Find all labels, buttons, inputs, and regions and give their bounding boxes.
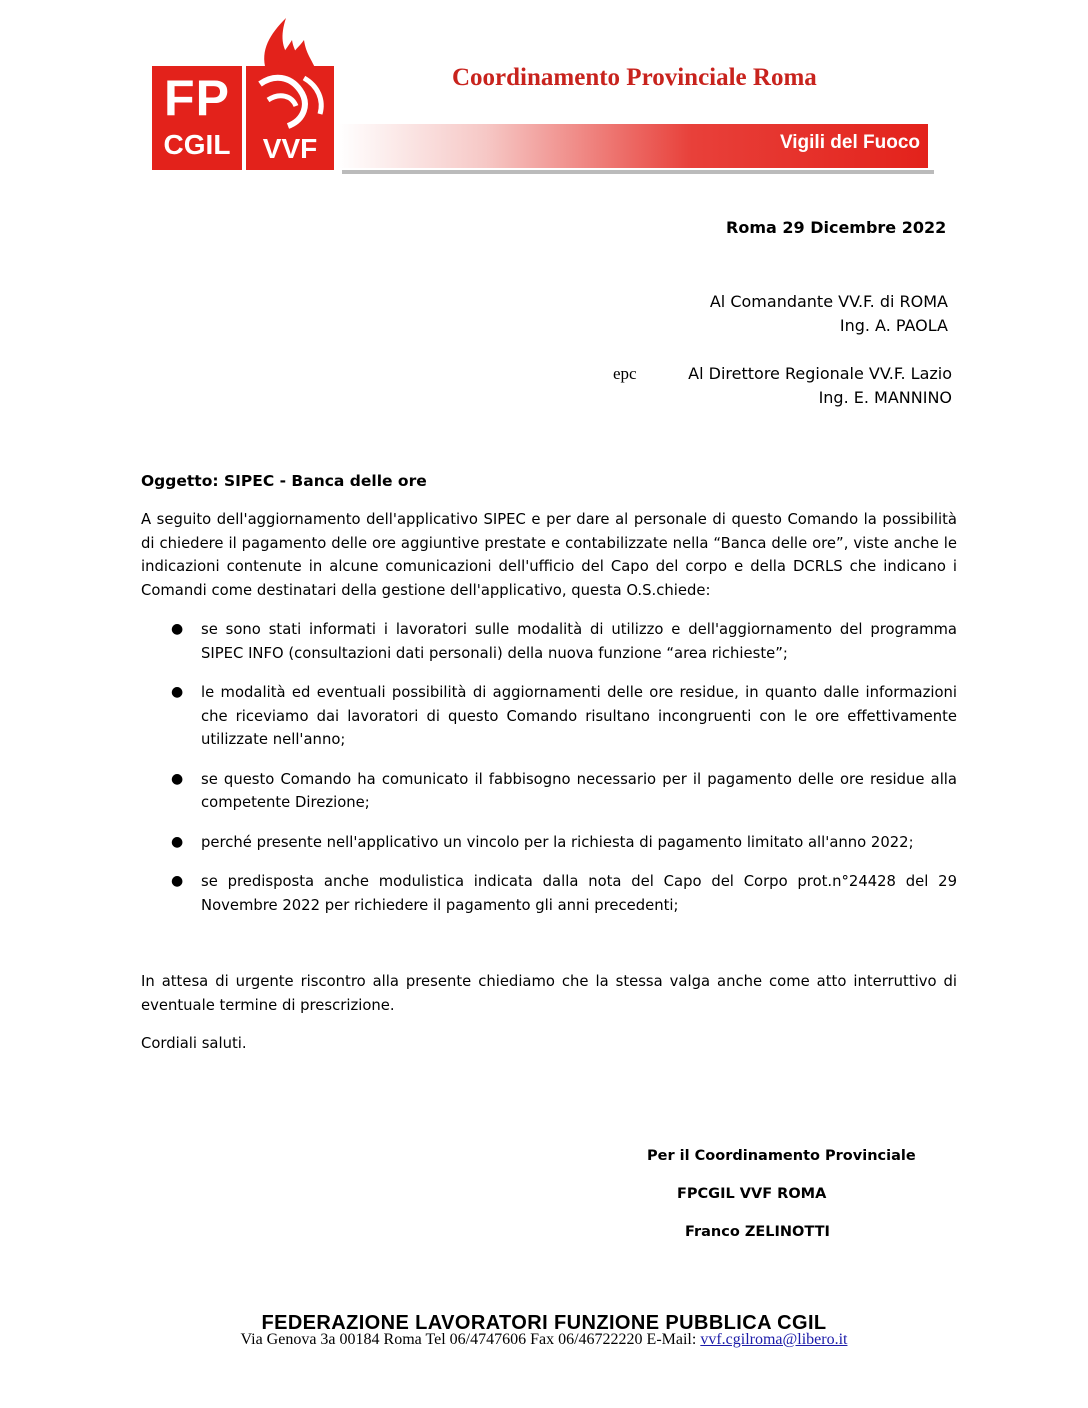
list-item [141,681,957,752]
list-item [141,618,957,665]
signature-line-2: FPCGIL VVF ROMA [677,1186,827,1202]
signature-name: Franco ZELINOTTI [685,1224,830,1240]
list-item-text: perché presente nell'applicativo un vincolo per la richiesta di pagamento limitato all'anno 2022; [201,833,914,851]
letter-date: Roma 29 Dicembre 2022 [726,218,947,237]
bullet-icon: ● [171,770,184,787]
list-item [141,831,957,855]
cc-line-2: Ing. E. MANNINO [818,388,952,407]
cc-recipient-block [640,362,952,410]
list-item-text: se sono stati informati i lavoratori sulle modalità di utilizzo e dell'aggiornamento del programma SIPEC INFO (consultazioni dati personali) della nuova funzione “area richieste”; [201,621,957,662]
signature-line-1: Per il Coordinamento Provinciale [647,1148,916,1164]
epc-label: epc [613,364,637,383]
logo-vvf-text: VVF [262,133,318,164]
bullet-icon: ● [171,873,184,889]
cc-line-1: Al Direttore Regionale VV.F. Lazio [688,364,952,383]
header-band-shadow [342,170,934,174]
subject-line: Oggetto: SIPEC - Banca delle ore [141,472,427,490]
recipient-block [620,290,948,338]
bullet-icon: ● [171,621,184,637]
list-item-text: se questo Comando ha comunicato il fabbisogno necessario per il pagamento delle ore residue alla competente Direzione; [201,770,957,811]
bullet-icon: ● [171,833,184,850]
vvf-flame-logo [246,10,334,170]
request-list [141,618,957,933]
logo-fp-text: FP [164,70,230,126]
header-band-label: Vigili del Fuoco [779,132,920,153]
footer-title: FEDERAZIONE LAVORATORI FUNZIONE PUBBLICA CGIL [261,1312,827,1334]
bullet-icon: ● [171,684,184,700]
recipient-line-2: Ing. A. PAOLA [839,316,948,335]
logo-cgil-text: CGIL [163,129,231,160]
greeting: Cordiali saluti. [141,1035,247,1052]
closing-paragraph: In attesa di urgente riscontro alla presente chiediamo che la stessa valga anche come atto interruttivo di eventuale termine di prescrizione. [141,973,957,1014]
list-item [141,768,957,815]
list-item-text: se predisposta anche modulistica indicata dalla nota del Capo del Corpo prot.n°24428 del 29 Novembre 2022 per richiedere il pagamento gli anni precedenti; [201,873,957,914]
header-title: Coordinamento Provinciale Roma [452,64,817,91]
intro-paragraph: A seguito dell'aggiornamento dell'applicativo SIPEC e per dare al personale di questo Comando la possibilità di chiedere il pagamento delle ore aggiuntive prestate e contabilizzate nella “Banca delle ore”, viste anche le indicazioni contenute in alcune comunicazioni dell'ufficio del Capo del corpo e della DCRLS che indicano i Comandi come destinatari della gestione dell'applicativo, questa O.S.chiede: [141,511,957,599]
list-item-text: le modalità ed eventuali possibilità di aggiornamenti delle ore residue, in quanto dalle informazioni che riceviamo dai lavoratori di questo Comando risultano incongruenti con le ore effettivamente utilizzate nell'anno; [201,684,957,748]
footer-address-text: Via Genova 3a 00184 Roma Tel 06/4747606 Fax 06/46722220 E-Mail: [240,1331,701,1348]
footer-address [0,1328,1088,1352]
fp-cgil-logo [152,66,242,170]
list-item [141,870,957,917]
recipient-line-1: Al Comandante VV.F. di ROMA [709,292,948,311]
footer-email-link[interactable]: vvf.cgilroma@libero.it [700,1331,848,1348]
